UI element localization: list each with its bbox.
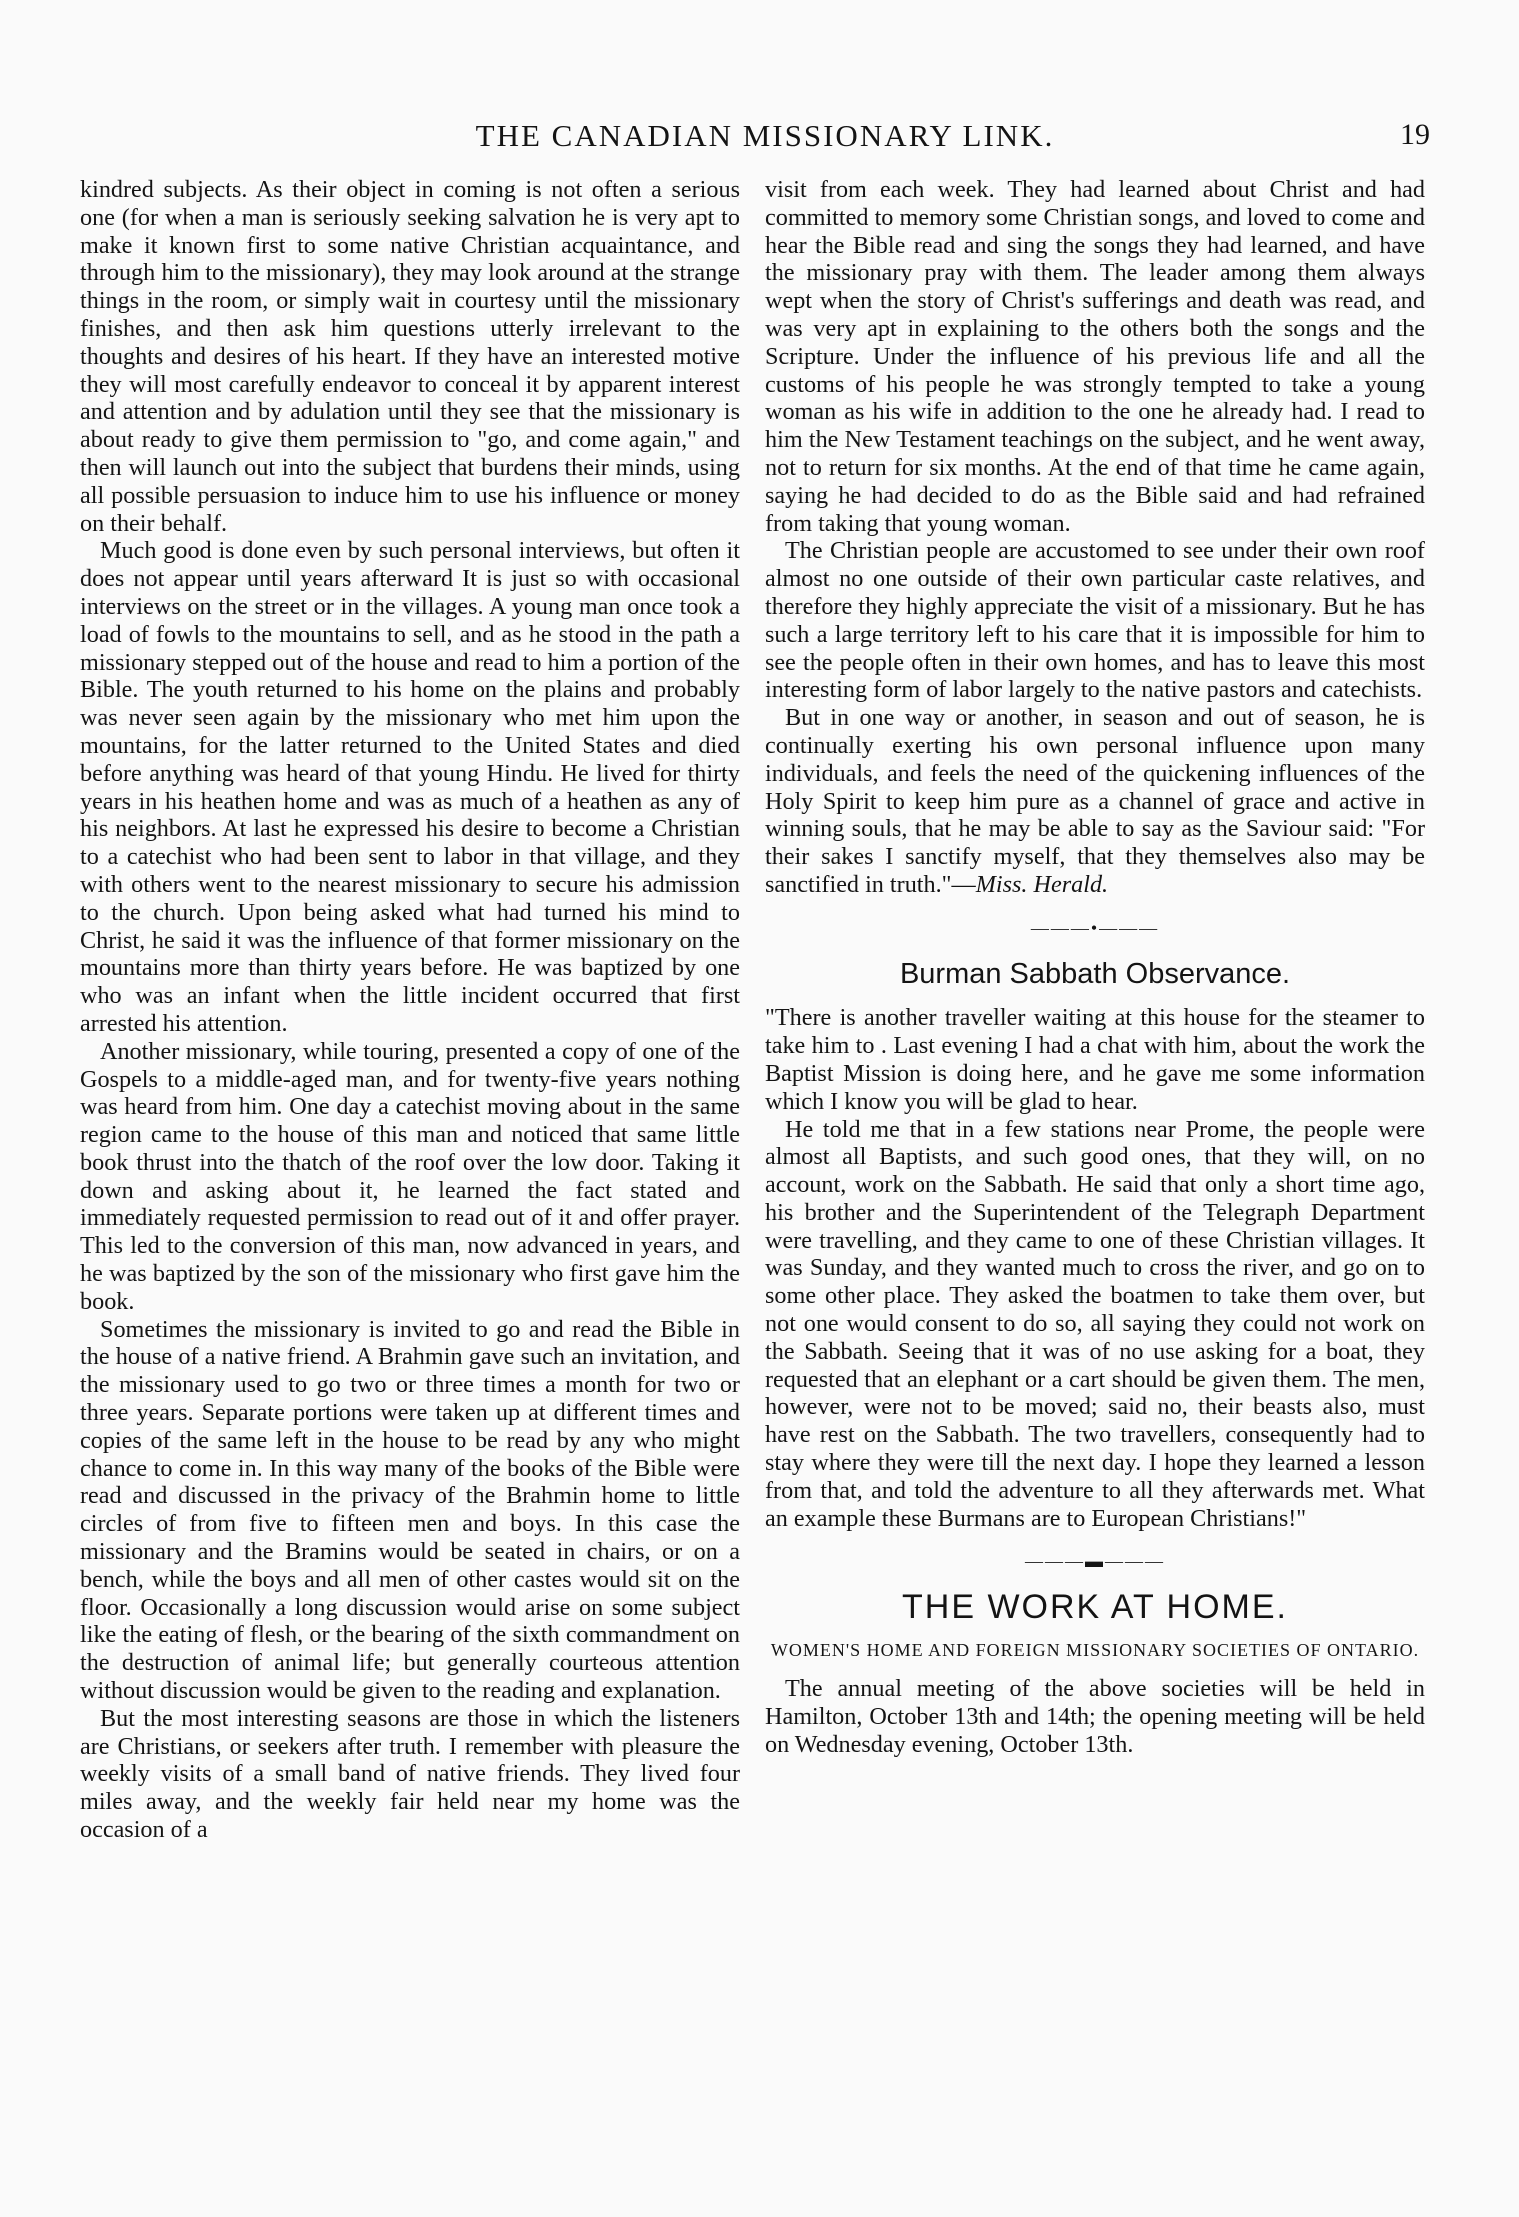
- section-subtitle: WOMEN'S HOME AND FOREIGN MISSIONARY SOCIETIES OF ONTARIO.: [770, 1640, 1420, 1661]
- running-header: [80, 118, 1450, 158]
- paragraph: The Christian people are accustomed to see under their own roof almost no one outside of their own particular caste relatives, and therefore they highly appreciate the visit of a missionary. But he has such a large territory left to his care that it is impossible for him to see the people often in their own homes, and has to leave this most interesting form of labor largely to the native pastors and catechists.: [765, 537, 1425, 704]
- paragraph: visit from each week. They had learned about Christ and had committed to memory some Christian songs, and loved to come and hear the Bible read and sing the songs they had learned, and have the missionary pray with them. The leader among them always wept when the story of Christ's sufferings and death was read, and was very apt in explaining to the others both the songs and the Scripture. Under the influence of his previous life and all the customs of his people he was strongly tempted to take a young woman as his wife in addition to the one he already had. I read to him the New Testament teachings on the subject, and he went away, not to return for six months. At the end of that time he came again, saying he had decided to do as the Bible said and had refrained from taking that young woman.: [765, 176, 1425, 537]
- section-title: Burman Sabbath Observance.: [899, 957, 1291, 990]
- paragraph: kindred subjects. As their object in coming is not often a serious one (for when a man is seriously seeking salvation he is very apt to make it known first to some native Christian acquaintance, and through him to the missionary), they may look around at the strange things in the room, or simply wait in courtesy until the missionary finishes, and then ask him questions utterly irrelevant to the thoughts and desires of his heart. If they have an interested motive they will most carefully endeavor to conceal it by apparent interest and attention and by adulation until they see that the missionary is about ready to give them permission to "go, and come again," and then will launch out into the subject that burdens their minds, using all possible persuasion to induce him to use his influence or money on their behalf.: [80, 176, 740, 537]
- page-number: 19: [1400, 118, 1430, 151]
- section-title: THE WORK AT HOME.: [902, 1588, 1288, 1627]
- paragraph: Sometimes the missionary is invited to go and read the Bible in the house of a native friend. A Brahmin gave such an invitation, and the missionary used to go two or three times a month for two or three years. Separate portions were taken up at different times and copies of the same left in the house to be read by any who might chance to come in. In this way many of the books of the Bible were read and discussed in the privacy of the Brahmin home to little circles of from five to fifteen men and boys. In this case the missionary and the Bramins would be seated in chairs, or on a bench, while the boys and all men of other castes would sit on the floor. Occasionally a long discussion would arise on some subject like the eating of flesh, or the bearing of the sixth commandment on the destruction of animal life; but generally courteous attention without discussion would be given to the reading and explanation.: [80, 1315, 740, 1705]
- paragraph: [765, 704, 1425, 899]
- signature: Miss. Herald.: [975, 870, 1109, 898]
- paragraph: But the most interesting seasons are those in which the listeners are Christians, or seekers after truth. I remember with pleasure the weekly visits of a small band of native friends. They lived four miles away, and the weekly fair held near my home was the occasion of a: [80, 1704, 740, 1844]
- publication-title: THE CANADIAN MISSIONARY LINK.: [475, 118, 1055, 153]
- section-divider: ———•———: [1030, 917, 1160, 938]
- paragraph: The annual meeting of the above societies will be held in Hamilton, October 13th and 14th; the opening meeting will be held on Wednesday evening, October 13th.: [765, 1675, 1425, 1758]
- right-column: [765, 176, 1425, 1758]
- paragraph-text: But in one way or another, in season and out of season, he is continually exerting his own personal influence upon many individuals, and feels the need of the quickening influences of the Holy Spirit to keep him pure as a channel of grace and active in winning souls, that he may be able to say as the Saviour said: "For their sakes I sanctify myself, that they themselves also may be sanctified in truth."—: [765, 704, 1425, 898]
- paragraph: He told me that in a few stations near Prome, the people were almost all Baptists, and such good ones, that they will, on no account, work on the Sabbath. He said that only a short time ago, his brother and the Superintendent of the Telegraph Department were travelling, and they came to one of these Christian villages. It was Sunday, and they wanted much to cross the river, and go on to some other place. They asked the boatmen to take them over, but not one would consent to do so, all saying they could not work on the Sabbath. Seeing that it was of no use asking for a boat, they requested that an elephant or a cart should be given them. The men, however, were not to be moved; said no, their beasts also, must have rest on the Sabbath. The two travellers, consequently had to stay where they were till the next day. I hope they learned a lesson from that, and told the adventure to all they afterwards met. What an example these Burmans are to European Christians!": [765, 1115, 1425, 1532]
- paragraph: "There is another traveller waiting at this house for the steamer to take him to . Last evening I had a chat with him, about the work the Baptist Mission is doing here, and he gave me some information which I know you will be glad to hear.: [765, 1004, 1425, 1115]
- paragraph: Another missionary, while touring, presented a copy of one of the Gospels to a middle-aged man, and for twenty-five years nothing was heard from him. One day a catechist moving about in the same region came to the house of this man and noticed that same little book thrust into the thatch of the roof over the low door. Taking it down and asking about it, he learned the fact stated and immediately requested permission to read out of it and offer prayer. This led to the conversion of this man, now advanced in years, and he was baptized by the son of the missionary who first gave him the book.: [80, 1037, 740, 1315]
- left-column: [80, 176, 740, 1844]
- section-divider: ———▬———: [1025, 1551, 1165, 1572]
- paragraph: Much good is done even by such personal interviews, but often it does not appear until years afterward It is just so with occasional interviews on the street or in the villages. A young man once took a load of fowls to the mountains to sell, and as he stood in the path a missionary stepped out of the house and read to him a portion of the Bible. The youth returned to his home on the plains and probably was never seen again by the missionary who met him upon the mountains, for the latter returned to the United States and died before anything was heard of that young Hindu. He lived for thirty years in his heathen home and was as much of a heathen as any of his neighbors. At last he expressed his desire to become a Christian to a catechist who had been sent to labor in that village, and they with others went to the nearest missionary to secure his admission to the church. Upon being asked what had turned his mind to Christ, he said it was the influence of that former missionary on the mountains more than thirty years before. He was baptized by one who was an infant when the little incident occurred that first arrested his attention.: [80, 537, 740, 1037]
